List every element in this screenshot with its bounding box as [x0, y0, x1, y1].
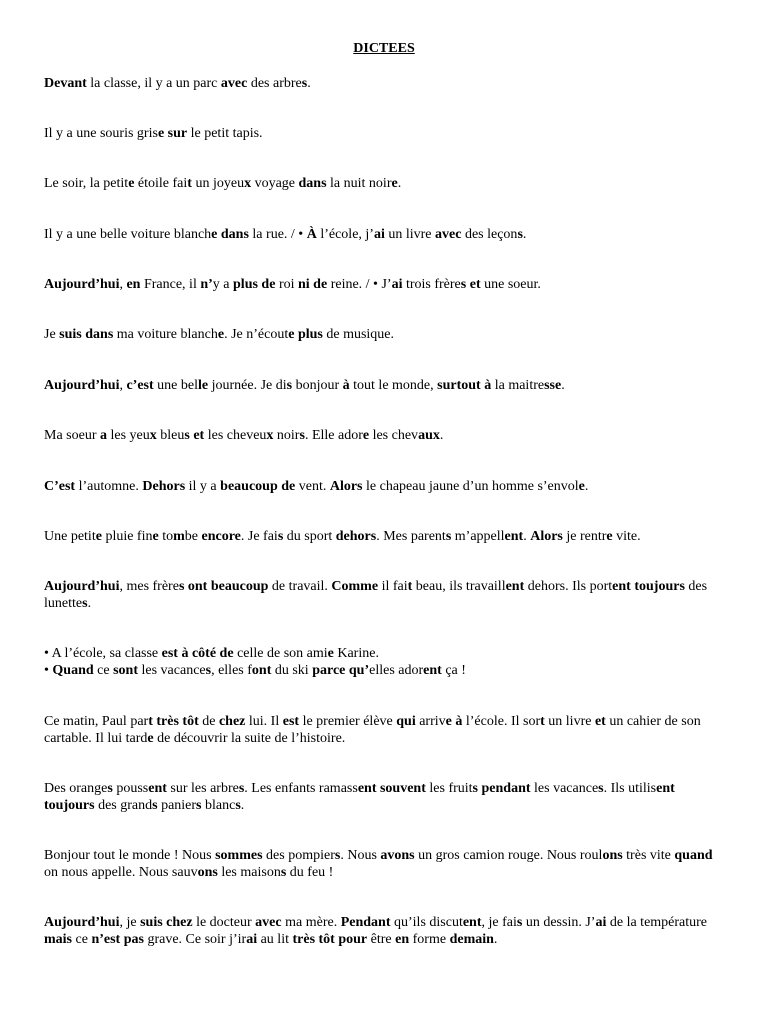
emphasized-word: s: [299, 428, 305, 443]
emphasized-word: avec: [220, 76, 248, 91]
dictation-paragraph-11: Aujourd’hui, mes frères ont beaucoup de travail. Comme il fait beau, ils travaillent dehors. Ils portent toujours des lunettes.: [44, 579, 708, 611]
emphasized-word: e: [362, 428, 370, 443]
emphasized-word: Pendant: [340, 915, 391, 930]
emphasized-word: s: [280, 865, 287, 880]
emphasized-word: plus de: [233, 277, 276, 292]
emphasized-word: pendant: [481, 781, 531, 796]
emphasized-word: sur: [167, 126, 188, 141]
emphasized-word: s: [517, 227, 523, 242]
emphasized-word: Devant: [44, 76, 87, 91]
emphasized-word: demain: [449, 932, 494, 947]
emphasized-word: e: [391, 176, 398, 191]
emphasized-word: ent: [656, 781, 675, 796]
emphasized-word: Dehors: [142, 479, 186, 494]
emphasized-word: s: [277, 529, 284, 544]
emphasized-word: ont: [251, 663, 272, 678]
emphasized-word: ai: [373, 227, 385, 242]
emphasized-word: e: [217, 327, 225, 342]
emphasized-word: s: [152, 798, 158, 813]
dictation-paragraph-12: • A l’école, sa classe est à côté de celle de son amie Karine. • Quand ce sont les vacances, elles font du ski parce qu’elles adorent ça !: [44, 646, 466, 678]
emphasized-word: mais: [44, 932, 72, 947]
emphasized-word: s: [82, 596, 88, 611]
emphasized-word: s: [301, 76, 308, 91]
emphasized-word: ons: [197, 865, 218, 880]
emphasized-word: e: [147, 731, 154, 746]
emphasized-word: dehors: [335, 529, 377, 544]
dictation-paragraph-4: Il y a une belle voiture blanche dans la rue. / • À l’école, j’ai un livre avec des leçons.: [44, 227, 527, 242]
emphasized-word: Alors: [329, 479, 363, 494]
emphasized-word: ent: [504, 529, 524, 544]
emphasized-word: aux: [418, 428, 440, 443]
emphasized-word: t: [187, 176, 192, 191]
emphasized-word: e: [327, 646, 334, 661]
emphasized-word: n’est pas: [91, 932, 144, 947]
emphasized-word: s: [107, 781, 113, 796]
emphasized-word: ent: [357, 781, 377, 796]
emphasized-word: ent: [612, 579, 631, 594]
emphasized-word: quand: [674, 848, 713, 863]
emphasized-word: ai: [595, 915, 607, 930]
emphasized-word: s: [238, 781, 245, 796]
page-title: DICTEES: [353, 41, 415, 56]
emphasized-word: s: [445, 529, 452, 544]
emphasized-word: avec: [435, 227, 462, 242]
emphasized-word: Comme: [331, 579, 379, 594]
emphasized-word: ni de: [298, 277, 328, 292]
emphasized-word: e: [211, 227, 218, 242]
dictation-paragraph-7: Aujourd’hui, c’est une belle journée. Je dis bonjour à tout le monde, surtout à la maitresse.: [44, 378, 565, 393]
emphasized-word: ent: [462, 915, 482, 930]
emphasized-word: t: [540, 714, 545, 729]
dictation-paragraph-8: Ma soeur a les yeux bleus et les cheveux noirs. Elle adore les chevaux.: [44, 428, 444, 443]
emphasized-word: surtout à: [437, 378, 492, 393]
emphasized-word: en: [395, 932, 410, 947]
emphasized-word: s: [196, 798, 202, 813]
emphasized-word: chez: [218, 714, 246, 729]
emphasized-word: très tôt pour: [292, 932, 368, 947]
dictation-paragraph-9: C’est l’automne. Dehors il y a beaucoup de vent. Alors le chapeau jaune d’un homme s’envole.: [44, 479, 589, 494]
emphasized-word: Aujourd’hui: [44, 378, 120, 393]
emphasized-word: e: [152, 529, 159, 544]
emphasized-word: Aujourd’hui: [44, 915, 120, 930]
emphasized-word: s: [460, 277, 467, 292]
emphasized-word: e: [157, 126, 165, 141]
emphasized-word: le: [198, 378, 209, 393]
emphasized-word: et: [469, 277, 481, 292]
dictation-paragraph-13: Ce matin, Paul part très tôt de chez lui. Il est le premier élève qui arrive à l’école. Il sort un livre et un cahier de son cartable. Il lui tarde de découvrir la suite de l’histoire.: [44, 714, 701, 746]
emphasized-word: Alors: [530, 529, 563, 544]
emphasized-word: sse: [544, 378, 562, 393]
emphasized-word: x: [266, 428, 274, 443]
emphasized-word: et: [594, 714, 606, 729]
emphasized-word: plus: [297, 327, 323, 342]
emphasized-word: s: [205, 663, 212, 678]
emphasized-word: toujours: [634, 579, 685, 594]
emphasized-word: souvent: [379, 781, 426, 796]
emphasized-word: qui: [396, 714, 416, 729]
emphasized-word: x: [149, 428, 157, 443]
dictation-paragraph-6: Je suis dans ma voiture blanche. Je n’écoute plus de musique.: [44, 327, 395, 342]
emphasized-word: ent: [505, 579, 525, 594]
emphasized-word: est à côté de: [161, 646, 234, 661]
emphasized-word: dans: [298, 176, 327, 191]
emphasized-word: e: [578, 479, 585, 494]
emphasized-word: parce qu’: [312, 663, 370, 678]
emphasized-word: s: [472, 781, 478, 796]
emphasized-word: toujours: [44, 798, 95, 813]
emphasized-word: avons: [380, 848, 415, 863]
emphasized-word: ent: [423, 663, 442, 678]
emphasized-word: Aujourd’hui: [44, 277, 120, 292]
emphasized-word: s: [516, 915, 523, 930]
emphasized-word: Quand: [52, 663, 94, 678]
emphasized-word: à: [342, 378, 350, 393]
emphasized-word: à: [455, 714, 463, 729]
dictation-paragraph-16: Aujourd’hui, je suis chez le docteur avec ma mère. Pendant qu’ils discutent, je fais un dessin. J’ai de la température mais ce n’est pas grave. Ce soir j’irai au lit très tôt pour être en forme demain.: [44, 915, 708, 947]
emphasized-word: s: [334, 848, 341, 863]
emphasized-word: e: [128, 176, 135, 191]
emphasized-word: et: [193, 428, 205, 443]
dictation-paragraph-15: Bonjour tout le monde ! Nous sommes des pompiers. Nous avons un gros camion rouge. Nous roulons très vite quand on nous appelle. Nous sauvons les maisons du feu !: [44, 848, 713, 880]
emphasized-word: s: [178, 579, 185, 594]
emphasized-word: t: [148, 714, 153, 729]
emphasized-word: sommes: [215, 848, 263, 863]
emphasized-word: À: [306, 227, 317, 242]
emphasized-word: encore: [201, 529, 241, 544]
emphasized-word: ont beaucoup: [187, 579, 269, 594]
emphasized-word: C’est: [44, 479, 76, 494]
emphasized-word: ai: [246, 932, 258, 947]
dictation-paragraph-1: Devant la classe, il y a un parc avec des arbres.: [44, 76, 311, 91]
emphasized-word: s: [598, 781, 604, 796]
emphasized-word: n’: [200, 277, 213, 292]
emphasized-word: e: [445, 714, 452, 729]
emphasized-word: Aujourd’hui: [44, 579, 120, 594]
emphasized-word: s: [184, 428, 190, 443]
emphasized-word: ai: [391, 277, 403, 292]
emphasized-word: e: [95, 529, 102, 544]
emphasized-word: s: [286, 378, 293, 393]
emphasized-word: t: [407, 579, 413, 594]
emphasized-word: dans: [220, 227, 249, 242]
emphasized-word: avec: [255, 915, 282, 930]
dictation-paragraph-2: Il y a une souris grise sur le petit tapis.: [44, 126, 263, 141]
emphasized-word: c’est: [126, 378, 154, 393]
dictation-paragraph-14: Des oranges poussent sur les arbres. Les enfants ramassent souvent les fruits pendant les vacances. Ils utilisent toujours des grands paniers blancs.: [44, 781, 675, 813]
emphasized-word: est: [282, 714, 300, 729]
dictation-paragraph-3: Le soir, la petite étoile fait un joyeux voyage dans la nuit noire.: [44, 176, 402, 191]
emphasized-word: a: [100, 428, 107, 443]
emphasized-word: e: [606, 529, 613, 544]
emphasized-word: ent: [148, 781, 167, 796]
emphasized-word: s: [235, 798, 241, 813]
emphasized-word: très tôt: [156, 714, 199, 729]
emphasized-word: suis dans: [59, 327, 114, 342]
emphasized-word: e: [288, 327, 295, 342]
emphasized-word: beaucoup de: [220, 479, 296, 494]
emphasized-word: m: [173, 529, 185, 544]
dictation-paragraph-5: Aujourd’hui, en France, il n’y a plus de roi ni de reine. / • J’ai trois frères et une soeur.: [44, 277, 541, 292]
dictation-paragraph-10: Une petite pluie fine tombe encore. Je fais du sport dehors. Mes parents m’appellent. Alors je rentre vite.: [44, 529, 641, 544]
emphasized-word: ons: [602, 848, 623, 863]
emphasized-word: en: [126, 277, 141, 292]
emphasized-word: sont: [113, 663, 138, 678]
emphasized-word: suis chez: [140, 915, 193, 930]
emphasized-word: x: [244, 176, 252, 191]
